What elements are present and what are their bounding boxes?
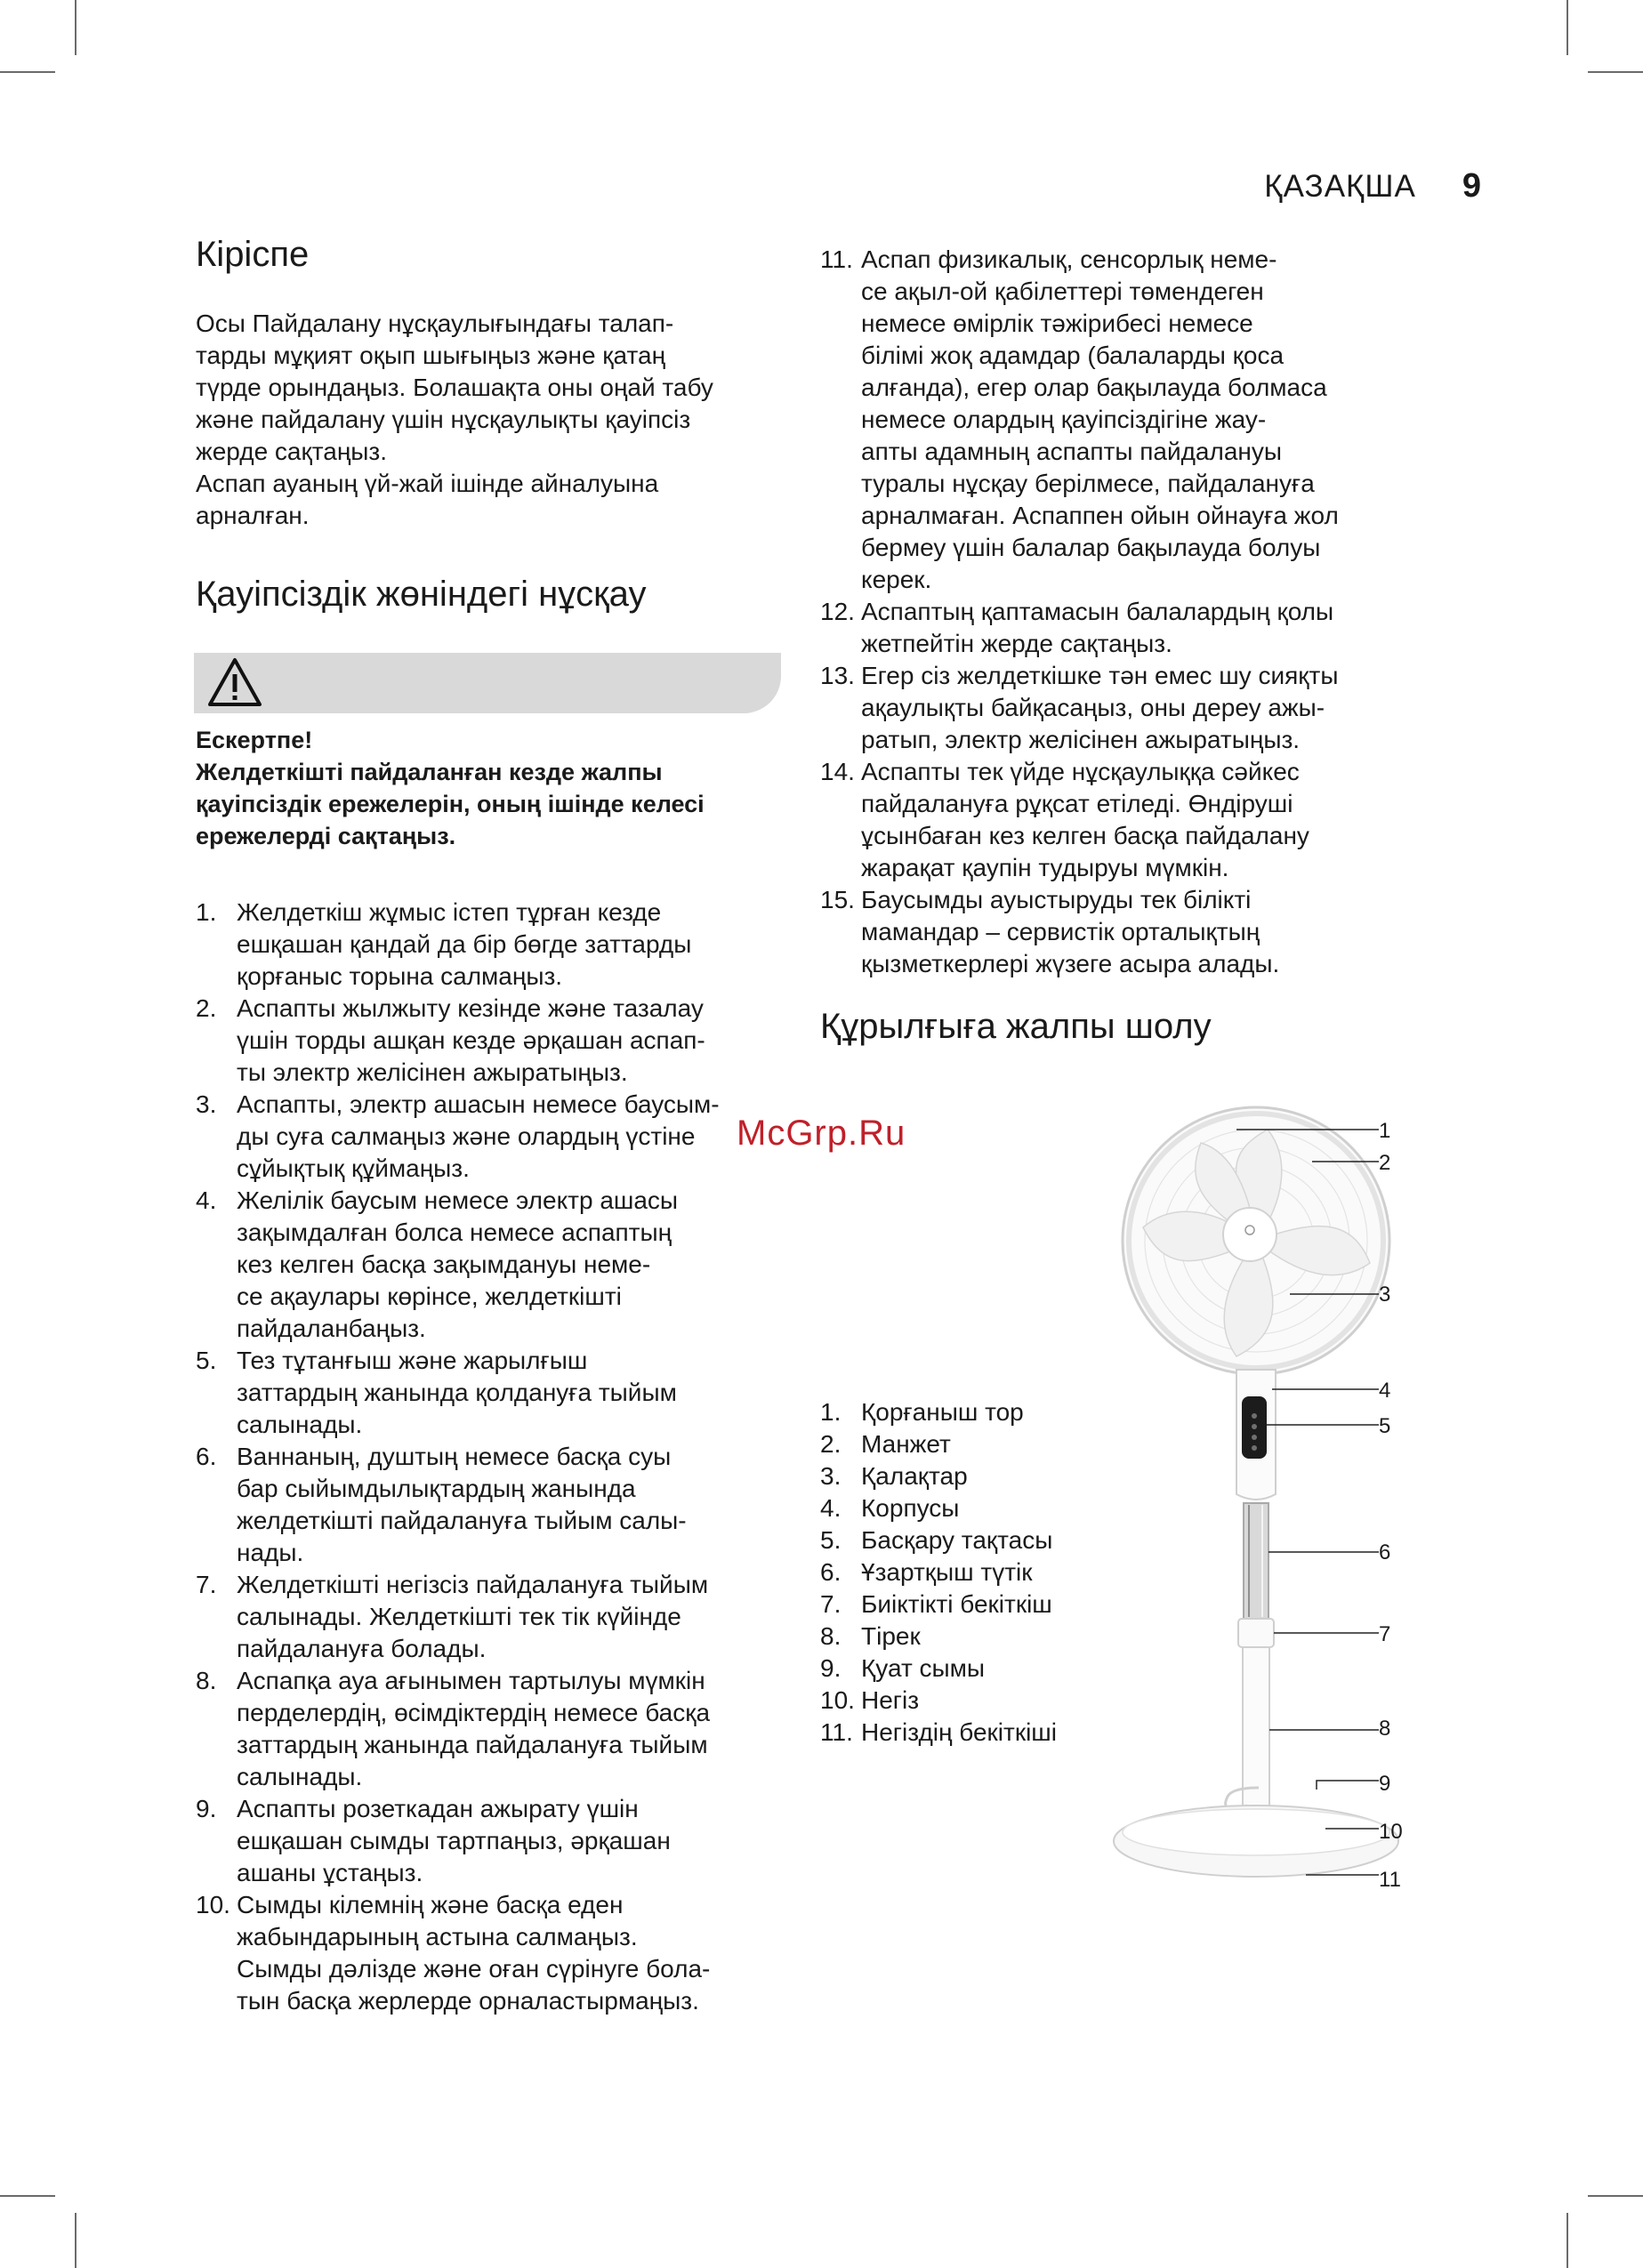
item-number: 5. <box>820 1526 842 1554</box>
item-line: се ақаулары көрінсе, желдеткішті <box>237 1283 622 1310</box>
item-line: Желдеткішті негізсіз пайдалануға тыйым <box>237 1571 709 1598</box>
list-item <box>820 884 1407 980</box>
intro-line: жерде сақтаңыз. <box>196 438 388 465</box>
item-line: салынады. <box>237 1763 363 1790</box>
item-number: 10. <box>820 1686 855 1714</box>
item-line: Желілік баусым немесе электр ашасы <box>237 1186 679 1214</box>
crop-mark <box>1588 2195 1643 2197</box>
item-number: 2. <box>820 1430 842 1458</box>
item-text: Корпусы <box>861 1494 960 1522</box>
item-line: туралы нұсқау берілмесе, пайдалануға <box>861 470 1315 497</box>
callout-3: 3 <box>1379 1283 1391 1307</box>
item-line: ды суға салмаңыз және олардың үстіне <box>237 1122 696 1150</box>
list-item <box>196 1345 783 1441</box>
item-line: се ақыл-ой қабілеттері төмендеген <box>861 277 1264 305</box>
item-line: ты электр желісінен ажыратыңыз. <box>237 1058 628 1086</box>
height-lock <box>1238 1619 1274 1647</box>
item-number: 9. <box>820 1654 842 1682</box>
item-number: 7. <box>820 1590 842 1618</box>
parts-list <box>820 1396 1057 1749</box>
item-line: жарақат қаупін тудыруы мүмкін. <box>861 854 1229 881</box>
callout-1: 1 <box>1379 1119 1391 1143</box>
item-line: Аспапты жылжыту кезінде және тазалау <box>237 994 704 1022</box>
item-line: салынады. <box>237 1411 363 1438</box>
item-line: керек. <box>861 566 932 593</box>
item-line: салынады. Желдеткішті тек тік күйінде <box>237 1603 681 1630</box>
list-item <box>820 1396 1057 1428</box>
item-line: Сымды дәлізде және оған сүрінуге бола- <box>237 1955 711 1982</box>
crop-mark <box>1566 0 1568 55</box>
item-line: үшін торды ашқан кезде әрқашан аспап- <box>237 1026 705 1054</box>
crop-mark <box>0 2195 55 2197</box>
item-text <box>861 596 1333 660</box>
list-item <box>196 897 783 993</box>
item-text <box>861 884 1279 980</box>
callout-6: 6 <box>1379 1540 1391 1564</box>
list-item <box>820 1524 1057 1556</box>
item-line: ұсынбаған кез келген басқа пайдалану <box>861 822 1309 849</box>
item-line: алғанда), егер олар бақылауда болмаса <box>861 374 1327 401</box>
callout-10: 10 <box>1379 1820 1403 1844</box>
item-line: Аспапты розеткадан ажырату үшін <box>237 1795 639 1822</box>
item-line: арналмаған. Аспаппен ойын ойнауға жол <box>861 502 1339 529</box>
item-number: 6. <box>820 1558 842 1586</box>
list-item <box>820 1717 1057 1749</box>
list-item <box>820 1556 1057 1588</box>
item-line: зақымдалған болса немесе аспаптың <box>237 1218 673 1246</box>
warning-label: Ескертпе! <box>196 727 313 753</box>
item-text <box>237 1441 687 1569</box>
list-item <box>196 1665 783 1793</box>
list-item <box>820 1588 1057 1621</box>
callout-9: 9 <box>1379 1772 1391 1796</box>
intro-line: түрде орындаңыз. Болашақта оны оңай табу <box>196 374 713 401</box>
crop-mark <box>1588 71 1643 73</box>
item-number: 1. <box>820 1398 842 1426</box>
list-item <box>196 1185 783 1345</box>
item-line: қызметкерлері жүзеге асыра алады. <box>861 950 1280 977</box>
warning-line: ережелерді сақтаңыз. <box>196 823 456 849</box>
safety-list-left <box>196 897 783 2017</box>
item-line: заттардың жанында пайдалануға тыйым <box>237 1731 708 1758</box>
item-text <box>237 897 691 993</box>
left-column <box>196 233 783 2017</box>
item-text <box>237 1665 710 1793</box>
intro-title: Кіріспе <box>196 235 310 274</box>
intro-paragraph <box>196 308 783 532</box>
callout-4: 4 <box>1379 1379 1391 1403</box>
item-number: 5. <box>196 1347 217 1374</box>
item-line: пайдалануға болады. <box>237 1635 487 1662</box>
item-text <box>237 1185 678 1345</box>
safety-list-right <box>820 244 1407 980</box>
item-line: ешқашан сымды тартпаңыз, әрқашан <box>237 1827 671 1854</box>
right-column <box>820 244 1407 980</box>
page-header <box>1264 167 1481 205</box>
item-line: білімі жоқ адамдар (балаларды қоса <box>861 342 1285 369</box>
list-item <box>820 756 1407 884</box>
item-number: 3. <box>820 1462 842 1490</box>
intro-line: Аспап ауаның үй-жай ішінде айналуына <box>196 470 659 497</box>
item-line: заттардың жанында қолдануға тыйым <box>237 1379 677 1406</box>
item-number: 3. <box>196 1090 217 1118</box>
item-line: жетпейтін жерде сақтаңыз. <box>861 630 1172 657</box>
item-text <box>237 993 705 1089</box>
item-line: пайдаланбаңыз. <box>237 1315 426 1342</box>
page-number: 9 <box>1462 167 1481 205</box>
item-line: Аспап физикалық, сенсорлық неме- <box>861 245 1277 273</box>
list-item <box>820 1621 1057 1653</box>
language-label: ҚАЗАҚША <box>1264 169 1416 204</box>
item-line: Аспаптың қаптамасын балалардың қолы <box>861 598 1334 625</box>
item-line: Ваннаның, душтың немесе басқа суы <box>237 1443 672 1470</box>
item-text <box>237 1345 677 1441</box>
item-line: ашаны ұстаңыз. <box>237 1859 423 1886</box>
item-number: 6. <box>196 1443 217 1470</box>
item-line: ақаулықты байқасаңыз, оны дереу ажы- <box>861 694 1325 721</box>
list-item <box>820 1685 1057 1717</box>
fan-diagram <box>1085 1103 1459 1903</box>
item-line: перделердің, өсімдіктердің немесе басқа <box>237 1699 711 1726</box>
item-number: 11. <box>820 1718 853 1746</box>
item-line: жабындарының астына салмаңыз. <box>237 1923 638 1950</box>
item-line: желдеткішті пайдалануға тыйым салы- <box>237 1507 687 1534</box>
item-line: немесе өмірлік тәжірибесі немесе <box>861 310 1253 337</box>
warning-bar <box>194 653 781 713</box>
item-text <box>237 1793 671 1889</box>
list-item <box>196 993 783 1089</box>
list-item <box>820 1653 1057 1685</box>
item-text <box>237 1089 720 1185</box>
item-text <box>861 244 1339 596</box>
intro-line: Осы Пайдалану нұсқаулығындағы талап- <box>196 310 674 337</box>
list-item <box>196 1889 783 2017</box>
item-number: 4. <box>196 1186 217 1214</box>
item-number: 13. <box>820 662 855 689</box>
item-text <box>861 756 1309 884</box>
callout-8: 8 <box>1379 1717 1391 1741</box>
item-line: кез келген басқа зақымдануы неме- <box>237 1251 651 1278</box>
list-item <box>196 1569 783 1665</box>
list-item <box>820 1428 1057 1460</box>
list-item <box>820 244 1407 596</box>
list-item <box>820 1460 1057 1492</box>
warning-line: Желдеткішті пайдаланған кезде жалпы <box>196 759 663 785</box>
item-number: 2. <box>196 994 217 1022</box>
callout-7: 7 <box>1379 1622 1391 1646</box>
watermark: McGrp.Ru <box>737 1114 906 1153</box>
item-line: бар сыйымдылықтардың жанында <box>237 1475 636 1502</box>
list-item <box>820 1492 1057 1524</box>
item-number: 4. <box>820 1494 842 1522</box>
item-line: Аспапты тек үйде нұсқаулыққа сәйкес <box>861 758 1300 785</box>
intro-line: арналған. <box>196 502 310 529</box>
item-number: 8. <box>196 1667 217 1694</box>
item-line: Желдеткіш жұмыс істеп тұрған кезде <box>237 898 662 926</box>
item-line: Аспапты, электр ашасын немесе баусым- <box>237 1090 720 1118</box>
overview-title: Құрылғыға жалпы шолу <box>820 1007 1212 1046</box>
item-number: 1. <box>196 898 217 926</box>
item-line: Аспапқа ауа ағынымен тартылуы мүмкін <box>237 1667 705 1694</box>
item-text: Биіктікті бекіткіш <box>861 1590 1052 1618</box>
safety-title: Қауіпсіздік жөніндегі нұсқау <box>196 575 647 614</box>
crop-mark <box>0 71 55 73</box>
item-number: 10. <box>196 1891 230 1918</box>
item-line: нады. <box>237 1539 304 1566</box>
item-number: 8. <box>820 1622 842 1650</box>
item-line: Егер сіз желдеткішке тән емес шу сияқты <box>861 662 1339 689</box>
item-text: Ұзартқыш түтік <box>861 1558 1033 1586</box>
crop-mark <box>75 2213 77 2268</box>
item-line: тын басқа жерлерде орналастырмаңыз. <box>237 1987 699 2015</box>
item-text: Тірек <box>861 1622 921 1650</box>
item-number: 12. <box>820 598 855 625</box>
item-text <box>237 1569 708 1665</box>
item-number: 11. <box>820 245 853 273</box>
intro-line: тарды мұқият оқып шығыңыз және қатаң <box>196 342 666 369</box>
list-item <box>196 1089 783 1185</box>
warning-triangle-icon <box>206 656 263 708</box>
fan-stand <box>1243 1647 1269 1816</box>
intro-line: және пайдалану үшін нұсқаулықты қауіпсіз <box>196 406 691 433</box>
item-text: Манжет <box>861 1430 951 1458</box>
warning-text <box>196 724 783 852</box>
extension-tube <box>1244 1503 1268 1619</box>
item-line: ешқашан қандай да бір бөгде заттарды <box>237 930 692 958</box>
item-line: ратып, электр желісінен ажыратыңыз. <box>861 726 1301 753</box>
item-number: 14. <box>820 758 855 785</box>
item-text: Қорғаныш тор <box>861 1398 1024 1426</box>
item-line: апты адамның аспапты пайдалануы <box>861 438 1283 465</box>
item-line: пайдалануға рұқсат етіледі. Өндіруші <box>861 790 1293 817</box>
callout-2: 2 <box>1379 1151 1391 1175</box>
item-text <box>237 1889 710 2017</box>
item-number: 7. <box>196 1571 217 1598</box>
item-line: Сымды кілемнің және басқа еден <box>237 1891 624 1918</box>
item-text: Басқару тақтасы <box>861 1526 1053 1554</box>
item-number: 15. <box>820 886 855 913</box>
callout-5: 5 <box>1379 1414 1391 1438</box>
fan-base-top <box>1123 1809 1389 1855</box>
item-line: бермеу үшін балалар бақылауда болуы <box>861 534 1321 561</box>
warning-line: қауіпсіздік ережелерін, оның ішінде келесі <box>196 791 705 817</box>
item-line: немесе олардың қауіпсіздігіне жау- <box>861 406 1267 433</box>
callout-11: 11 <box>1379 1868 1401 1892</box>
item-line: Баусымды ауыстыруды тек білікті <box>861 886 1252 913</box>
item-number: 9. <box>196 1795 217 1822</box>
item-line: сұйықтық құймаңыз. <box>237 1154 470 1182</box>
item-line: мамандар – сервистік орталықтың <box>861 918 1260 945</box>
crop-mark <box>1566 2213 1568 2268</box>
crop-mark <box>75 0 77 55</box>
list-item <box>820 596 1407 660</box>
item-text: Негіздің бекіткіші <box>861 1718 1057 1746</box>
item-text <box>861 660 1338 756</box>
item-text: Негіз <box>861 1686 920 1714</box>
list-item <box>196 1793 783 1889</box>
list-item <box>196 1441 783 1569</box>
item-text: Қалақтар <box>861 1462 968 1490</box>
item-line: қорғаныс торына салмаңыз. <box>237 962 563 990</box>
list-item <box>820 660 1407 756</box>
item-text: Қуат сымы <box>861 1654 986 1682</box>
item-line: Тез тұтанғыш және жарылғыш <box>237 1347 588 1374</box>
